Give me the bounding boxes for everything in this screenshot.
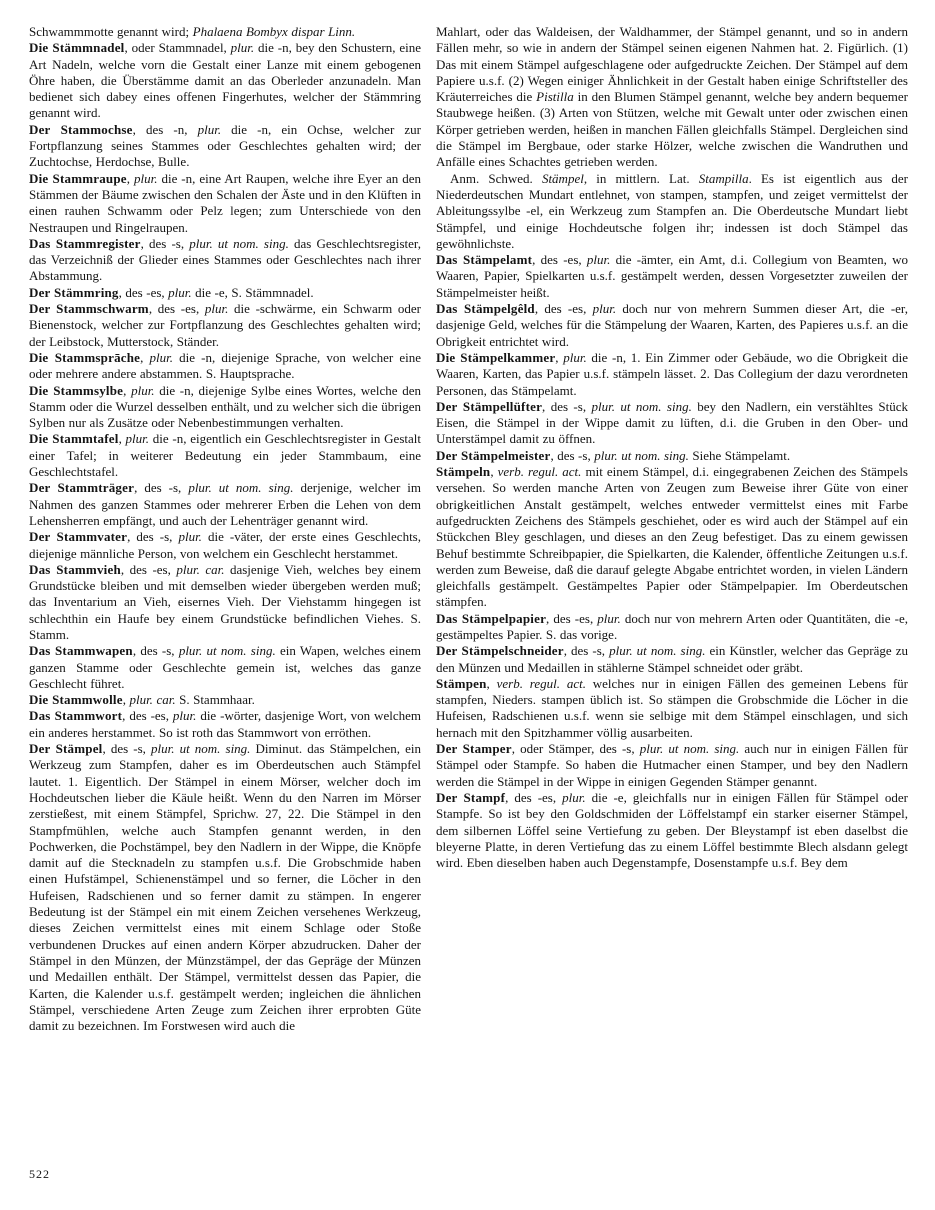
entry-text: die -n, eine Art Raupen, welche ihre Eyer an den Stämmen der Bäume zwischen den Schalen der Äste und in den Klüften in einen rauhen Schwamm oder Pelz legen; zum Unterschiede von den Nestraupen und Ringelraupen.	[29, 170, 421, 235]
grammar-label: Phalaena Bombyx dispar Linn.	[192, 24, 356, 39]
entry-text: Mahlart, oder das Waldeisen, der Waldhammer, der Stämpel genannt, und so in andern Fällen mehr, so wie in andern der Stämpel seinen eigenen Nahmen hat. 2. Figürlich. (1) Das mit einem Stämpel aufgeschlagene oder aufgedruckte Zeichen. Der Stämpel auf dem Papiere u.s.f. (2) Wegen einiger Ähnlichkeit in der Gestalt haben einige Schriftsteller des Kräuterreiches die	[436, 24, 908, 105]
grammar-label: plur.	[149, 349, 174, 365]
column-right	[436, 24, 908, 871]
grammar-label: plur.	[592, 301, 617, 317]
grammar-label: plur.	[563, 349, 587, 365]
entry-text: ,	[123, 382, 132, 398]
entry-text: ein Wapen, welches einem ganzen Stamme oder Geschlechte gemein ist, welches das ganze Geschlecht führet.	[29, 643, 422, 691]
grammar-label: plur.	[172, 708, 197, 724]
entry-text: bey den Nadlern, ein verstähltes Stück Eisen, die Stämpel in der Wippe damit zu lüften, d.i. die Gruben in den Ober- und Unterstämpel damit zu öffnen.	[436, 398, 909, 447]
entry-text: , des -es,	[532, 252, 587, 268]
entry-text: die -n, 1. Ein Zimmer oder Gebäude, wo die Obrigkeit die Waaren, Karten, das Papier u.s.f. stämpeln lässet. 2. Das Collegium der dazu verordneten Personen, das Stämpelamt.	[436, 349, 909, 398]
headword: Der Stammochse	[29, 121, 133, 137]
grammar-label: Pistilla	[536, 89, 574, 105]
dictionary-entry-staempelpapier	[436, 611, 908, 644]
grammar-label: plur. ut nom. sing.	[189, 235, 289, 251]
dictionary-entry-staempelkammer	[436, 350, 908, 399]
entry-text: die -väter, der erste eines Geschlechts, diejenige männliche Person, von welchem ein Geschlecht herstammet.	[29, 529, 421, 561]
entry-text: Anm. Schwed.	[450, 170, 542, 186]
headword: Der Stampf	[436, 789, 506, 805]
entry-text: ,	[490, 464, 498, 480]
entry-text: die -n, ein Ochse, welcher zur Fortpflanzung seines Stammes oder Geschlechtes gehalten wird; der Zuchtochse, Herdochse, Bulle.	[29, 121, 421, 170]
headword: Der Stämmring	[29, 284, 119, 300]
grammar-label: plur. ut nom. sing.	[151, 741, 251, 757]
entry-text: Siehe Stämpelamt.	[688, 447, 791, 463]
entry-text: , des -es,	[118, 284, 169, 300]
dictionary-entry-stammsprache	[29, 350, 421, 383]
entry-text: doch nur von mehrern Summen dieser Art, die -er, dasjenige Geld, welches für die Stämpelung der Waaren, Karten, des Papieres u.s.f. an die Obrigkeit entrichtet wird.	[436, 301, 908, 349]
grammar-label: verb. regul. act.	[496, 675, 586, 691]
continuation-paragraph	[436, 24, 908, 171]
entry-text: ein Künstler, welcher das Gepräge zu den Münzen und Medaillen in stählerne Stämpel schneidet oder gräbt.	[436, 643, 908, 675]
grammar-label: plur.	[178, 529, 202, 545]
entry-text: mit einem Stämpel, d.i. eingegrabenen Zeichen des Stämpels versehen. So werden manche Arten von Zeugen zum Beweise ihrer Güte von einer obrigkeitlichen Anstalt gestämpelt, welches entweder vermittelst eines mit Farbe aufgedruckten Zeichens des Stämpels geschiehet, oder es wird auch der Stämpel auf ein Stückchen Bley geschlagen, und dieses an den Zeug befestiget. Das zu einem gewissen Behuf bestimmte Schreibpapier, die Spielkarten, die Kalender, öffentliche Zeitungen u.s.f. werden zum Beweise, daß die darauf gelegte Abgabe entrichtet worden, in vielen Ländern gleichfalls gestämpelt. Gestämpeltes Papier oder Stämpelpapier. Im Oberdeutschen stämpfen.	[436, 464, 908, 610]
entry-text: ,	[555, 349, 564, 365]
headword: Das Stämpelpapier	[436, 610, 547, 626]
headword: Das Stämpelgêld	[436, 301, 535, 317]
grammar-label: Stämpel	[541, 170, 584, 186]
dictionary-entry-stammvieh	[29, 562, 421, 643]
entry-text: , des -s,	[563, 643, 610, 659]
column-left	[29, 24, 421, 1034]
entry-text: S. Stammhaar.	[175, 692, 255, 708]
entry-text: die -ämter, ein Amt, d.i. Collegium von Beamten, wo Waaren, Papier, Spielkarten u.s.f. gestämpelt werden, dessen Vorgesetzter zuweilen der Stämpelmeister heißt.	[436, 252, 908, 300]
entry-text: das Geschlechtsregister, das Verzeichniß der Glieder eines Stammes oder Geschlechtes nach ihrer Abstammung.	[29, 235, 421, 284]
entry-text: , in mittlern. Lat.	[583, 170, 699, 186]
dictionary-entry-stammregister	[29, 236, 421, 285]
dictionary-entry-stammsylbe	[29, 383, 421, 432]
page-number: 522	[29, 1167, 50, 1181]
headword: Die Stammtafel	[29, 431, 119, 447]
entry-text: die -e, gleichfalls nur in einigen Fällen für Stämpel oder Stampfe. So ist bey den Goldschmiden der Löffelstampf ein starker eiserner Stämpel, dem silbernen Löffel seine Vertiefung zu geben. Der Bleystampf ist eben daselbst die bleyerne Platte, in deren Vertiefung das zu einem Löffel bestimmte Blech alsdann gelegt wird. Eben dieselben haben auch Degenstampfe, Dosenstampfe u.s.f. Bey dem	[436, 789, 908, 871]
entry-text: die -n, eigentlich ein Geschlechtsregister in Gestalt einer Tafel; in weiterer Bedeutung ein jeder Stammbaum, eine Geschlechtstafel.	[29, 431, 421, 480]
entry-text: , des -s,	[542, 398, 592, 414]
dictionary-entry-staempen	[436, 676, 908, 741]
grammar-label: plur. ut nom. sing.	[178, 643, 276, 659]
entry-text: welches nur in einigen Fällen des gemeinen Lebens für stampfen, Nieders. stampen üblich ist. So stämpen die Grobschmide die Löcher in die Hufeisen, Radschienen u.s.f. wenn sie selbige mit dem Stämpel einschlagen, und sich hernach mit den Spitzhammer völlig ausarbeiten.	[436, 675, 908, 740]
dictionary-entry-staempelmeister	[436, 448, 908, 464]
headword: Die Stämmnadel	[29, 40, 125, 56]
entry-text: derjenige, welcher im Nahmen des ganzen Stammes oder mehrerer Erben die Lehen von dem Lehensherren empfängt, und auch der Lehenträger genannt wird.	[29, 480, 422, 528]
dictionary-entry-staempelluefter	[436, 399, 908, 448]
entry-text: die -e, S. Stämmnadel.	[191, 284, 314, 300]
headword: Die Stammsprāche	[29, 349, 141, 365]
entry-text: die -n, diejenige Sylbe eines Wortes, welche den Stamm oder die Wurzel desselben enthält, und zu welcher sich die übrigen Sylben nur als Zusätze oder Nebenbestimmungen verhalten.	[29, 382, 422, 431]
headword: Der Stämpelschneider	[436, 643, 564, 659]
entry-text: , des -es,	[122, 708, 173, 724]
headword: Die Stammraupe	[29, 170, 127, 186]
headword: Der Stämpel	[29, 741, 103, 757]
dictionary-entry-staempelgeld	[436, 301, 908, 350]
dictionary-entry-stammwort	[29, 708, 421, 741]
dictionary-entry-stammvater	[29, 529, 421, 562]
grammar-label: plur.	[586, 252, 611, 268]
grammar-label: plur. ut nom. sing.	[639, 741, 740, 757]
entry-text: , des -es,	[148, 301, 205, 317]
grammar-label: Stampilla	[698, 170, 749, 186]
headword: Das Stammregister	[29, 235, 141, 251]
entry-text: ,	[140, 349, 150, 365]
dictionary-entry-stamper	[436, 741, 908, 790]
headword: Der Stammvater	[29, 529, 128, 545]
dictionary-entry-stampf	[436, 790, 908, 871]
entry-text: , oder Stammnadel,	[124, 40, 231, 56]
headword: Die Stammsylbe	[29, 382, 124, 398]
grammar-label: plur.	[134, 170, 158, 186]
headword: Der Stammschwarm	[29, 301, 149, 317]
grammar-label: plur.	[131, 382, 155, 398]
entry-text: in den Blumen Stämpel genannt, welche bey andern bequemer Staubwege heißen. (3) Arten von Stützen, welche mit Gewalt unter oder zwischen einen Körper getrieben werden, heißen in manchen Fällen gleichfalls Stämpel. Dergleichen sind die Stämpel im Bergbaue, oder starke Hölzer, welche zwischen die Wandruthen und Anfälle eines Schachtes getrieben werden.	[436, 89, 908, 170]
entry-text: doch nur von mehrern Arten oder Quantitäten, die -e, gestämpeltes Papier. S. das vorige.	[436, 610, 908, 642]
dictionary-entry-stammtafel	[29, 431, 421, 480]
grammar-label: plur. ut nom. sing.	[594, 447, 689, 463]
entry-text: , des -s,	[132, 643, 179, 659]
entry-text: dasjenige Vieh, welches bey einem Grundstücke bleiben und mit demselben wieder übergeben werden muß; das Inventarium an Vieh, eisernes Vieh. Der Viehstamm hingegen ist schlechthin ein Haufe bey einem Grundstücke befindlichen Viehes. S. Stamm.	[29, 561, 421, 642]
dictionary-entry-staempel	[29, 741, 421, 1034]
entry-text: ,	[122, 692, 130, 708]
dictionary-entry-staemmring	[29, 285, 421, 301]
entry-text: , des -n,	[132, 121, 198, 137]
grammar-label: plur. ut nom. sing.	[609, 643, 706, 659]
entry-text: , des -es,	[505, 789, 563, 805]
headword: Der Stämpelmeister	[436, 447, 551, 463]
headword: Der Stammträger	[29, 480, 135, 496]
grammar-label: plur.	[168, 284, 192, 300]
dictionary-entry-staempelamt	[436, 252, 908, 301]
grammar-label: plur. ut nom. sing.	[591, 398, 692, 414]
dictionary-entry-stammwapen	[29, 643, 421, 692]
headword: Die Stämpelkammer	[436, 349, 556, 365]
dictionary-entry-staempelschneider	[436, 643, 908, 676]
entry-text: . Es ist eigentlich aus der Niederdeutschen Mundart entlehnet, von stampen, stampfen, und zeiget vermittelst der Ableitungssylbe -el, ein Werkzeug zum Stampfen an. Die Oberdeutsche Mundart liebt Stämpfel, und einige Hochdeutsche folgen ihr; indessen ist doch Stämpel das gewöhnlichste.	[436, 170, 908, 251]
entry-text: die -wörter, dasjenige Wort, von welchem ein anderes herstammet. So ist roth das Stammwort von erröthen.	[29, 708, 421, 740]
grammar-label: plur. car.	[176, 561, 225, 577]
entry-text: Schwammmotte genannt wird;	[29, 24, 193, 39]
entry-text: ,	[126, 170, 134, 186]
entry-text: die -n, bey den Schustern, eine Art Nadeln, welche vorn die Gestalt einer Lanze mit einem gebogenen Öhre haben, die Überstämme damit an das Oberleder anzunadeln. Man bedienet sich dabey eines offenen Fingerhutes, welcher der Stämmring genannt wird.	[29, 40, 421, 121]
entry-text: , des -s,	[550, 447, 595, 463]
entry-text: , des -s,	[102, 741, 151, 757]
grammar-label: plur. car.	[129, 692, 176, 708]
entry-text: auch nur in einigen Fällen für Stämpel oder Stampfe. So haben die Hutmacher einen Stamper, und bey den Nadlern werden die Stämpel in der Wippe in einigen Gegenden Stämper genannt.	[436, 741, 908, 789]
entry-text: , des -s,	[134, 480, 189, 496]
entry-text: die -n, diejenige Sprache, von welcher eine oder mehrere andere abstammen. S. Hauptsprache.	[29, 349, 421, 382]
grammar-label: plur.	[597, 610, 621, 626]
dictionary-entry-stammochse	[29, 122, 421, 171]
entry-text: , des -s,	[140, 235, 190, 251]
grammar-label: verb. regul. act.	[497, 464, 582, 480]
headword: Stämpeln	[436, 464, 491, 480]
dictionary-entry-staemmnadel	[29, 40, 421, 121]
dictionary-entry-stammschwarm	[29, 301, 421, 350]
grammar-label: plur.	[204, 301, 229, 317]
entry-text: , des -es,	[534, 301, 593, 317]
entry-text: , oder Stämper, des -s,	[511, 741, 640, 757]
grammar-label: plur.	[197, 121, 222, 137]
entry-text: , des -es,	[546, 610, 598, 626]
entry-text: Diminut. das Stämpelchen, ein Werkzeug zum Stampfen, daher es im Oberdeutschen auch Stämpfel lautet. 1. Eigentlich. Der Stämpel in einem Mörser, welcher doch im Hochdeutschen lieber die Käule heißt. Wenn du den Narren im Mörser zerstießest, mit einem Stämpfel, Sprichw. 27, 22. Die Stämpel in den Stampfmühlen, welche auch Stampfen genannt werden, in den Pochwerken, die Pochstämpel, bey den Nadlern in der Wippe, die Knöpfe damit auf die Stecknadeln zu stampfen u.s.f. Die Grobschmide haben einen Hufstämpel, Schienenstämpel und so ferner, die Löcher in den Hufeisen, Radschienen und so ferner damit zu stämpen. In engerer Bedeutung ist der Stämpel ein mit einem Zeichen versehenes Werkzeug, dieses Zeichen vermittelst eines mit einem Schlage oder Stoße verbundenen Druckes auf einen andern Körper abzudrucken. Daher der Stämpel in den Münzen, der Münzstämpel, der das Gepräge der Münzen und Medaillen enthält. Der Stämpel, vermittelst dessen das Papier, die Karten, die Kalender u.s.f. gestämpelt werden; ingleichen die ähnlichen Stämpel, verschiedene Arten Zeuge zum Zeichen ihrer erprobten Güte damit zu bezeichnen. Im Forstwesen wird auch die	[29, 741, 422, 1034]
dictionary-entry-stammwolle	[29, 692, 421, 708]
headword: Der Stamper	[436, 741, 512, 757]
headword: Das Stammvieh	[29, 561, 121, 577]
headword: Stämpen	[436, 675, 487, 691]
headword: Das Stämpelamt	[436, 252, 533, 268]
headword: Die Stammwolle	[29, 692, 123, 708]
grammar-label: plur. ut nom. sing.	[188, 480, 294, 496]
continuation-paragraph	[29, 24, 421, 40]
anmerkung-paragraph	[436, 171, 908, 252]
headword: Das Stammwort	[29, 708, 123, 724]
text-columns	[29, 24, 908, 1034]
dictionary-entry-stammtraeger	[29, 480, 421, 529]
entry-text: die -schwärme, ein Schwarm oder Bienenstock, welcher zur Fortpflanzung des Geschlechtes gehalten wird; der Leibstock, Mutterstock, Ständer.	[29, 301, 421, 349]
dictionary-entry-staempeln	[436, 464, 908, 611]
entry-text: , des -es,	[120, 561, 177, 577]
headword: Das Stammwapen	[29, 643, 133, 659]
headword: Der Stämpellüfter	[436, 398, 543, 414]
entry-text: ,	[118, 431, 126, 447]
grammar-label: plur.	[230, 40, 255, 56]
grammar-label: plur.	[562, 789, 586, 805]
grammar-label: plur.	[125, 431, 150, 447]
entry-text: ,	[486, 675, 497, 691]
dictionary-entry-stammraupe	[29, 171, 421, 236]
entry-text: , des -s,	[127, 529, 179, 545]
